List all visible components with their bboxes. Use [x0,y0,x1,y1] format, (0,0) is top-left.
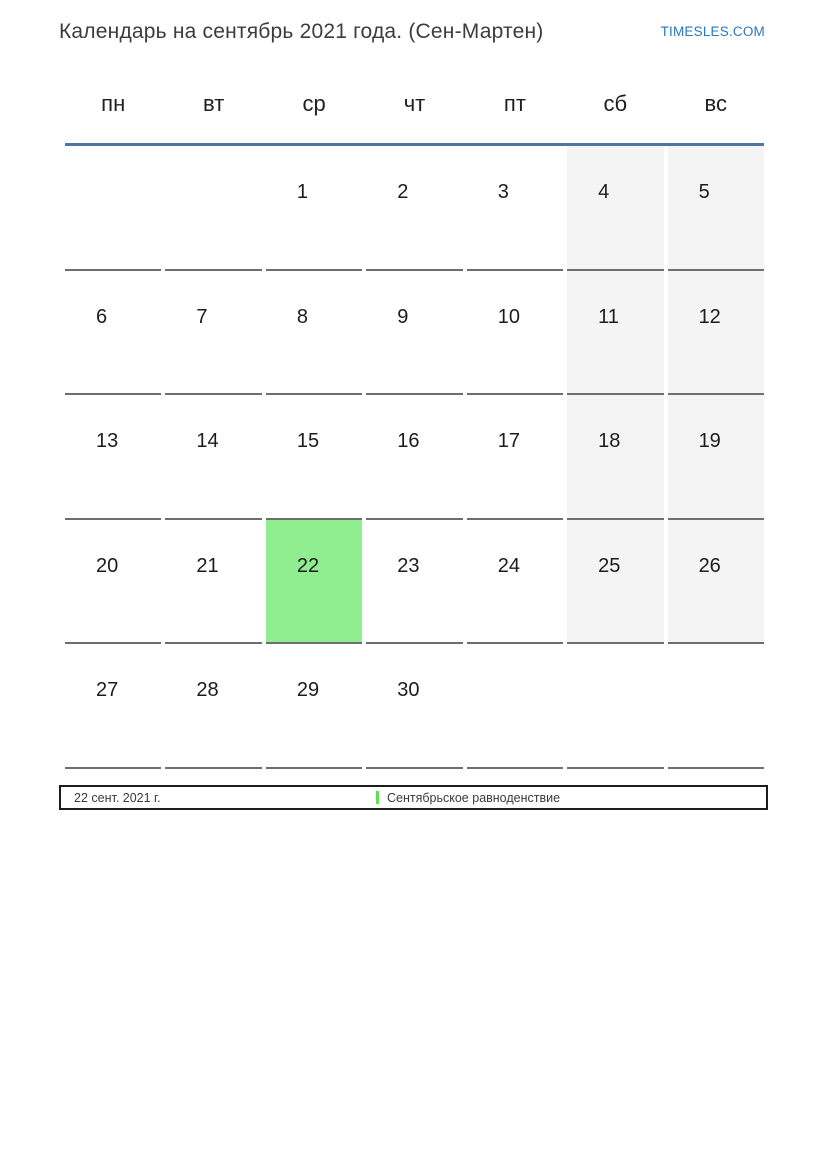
day-cell-22 [266,520,362,645]
weekday-label-6: сб [603,91,628,116]
day-cell-7 [165,271,261,396]
empty-cell [165,146,261,271]
day-number: 15 [296,430,320,453]
day-cell-10 [467,271,563,396]
calendar-table [65,82,764,769]
legend-event [376,787,560,808]
day-cell-3 [467,146,563,271]
day-number: 29 [296,679,320,702]
day-number: 17 [497,430,520,453]
day-number: 30 [397,679,420,702]
weekday-header-row [65,82,764,146]
day-number: 9 [397,305,409,328]
day-number: 21 [196,554,219,577]
site-link[interactable]: TIMESLES.COM [660,24,765,39]
empty-cell [467,644,563,769]
legend-date: 22 сент. 2021 г. [74,790,161,805]
day-number: 26 [698,554,721,577]
weekday-label-2: вт [202,91,225,116]
legend-event-label: Сентябрьское равноденствие [387,790,561,805]
day-number: 28 [196,679,219,702]
weekday-label-7: вс [704,91,727,116]
day-cell-21 [165,520,261,645]
day-cell-1 [266,146,362,271]
day-cell-23 [366,520,462,645]
day-number: 24 [497,554,520,577]
day-cell-4 [567,146,663,271]
day-cell-12 [668,271,764,396]
day-cell-6 [65,271,161,396]
day-cell-29 [266,644,362,769]
day-cell-18 [567,395,663,520]
day-number: 23 [397,554,420,577]
weekday-label-3: ср [302,91,326,116]
day-number: 19 [698,430,721,453]
day-cell-26 [668,520,764,645]
day-cell-30 [366,644,462,769]
day-number: 3 [497,181,509,203]
day-number: 27 [96,679,119,702]
weekday-label-5: пт [503,91,526,116]
day-number: 25 [598,554,621,577]
day-cell-17 [467,395,563,520]
page-title: Календарь на сентябрь 2021 года. (Сен-Мартен) [59,20,544,43]
day-number: 14 [196,430,219,453]
day-number: 1 [296,181,308,203]
day-number: 6 [96,305,108,328]
day-number: 11 [598,305,619,328]
day-number: 18 [598,430,621,453]
day-number: 10 [497,305,520,328]
day-cell-25 [567,520,663,645]
day-number: 22 [296,554,320,577]
day-number: 2 [397,181,409,203]
day-number: 5 [698,181,710,203]
day-number: 8 [296,305,308,328]
day-cell-8 [266,271,362,396]
day-cell-24 [467,520,563,645]
empty-cell [65,146,161,271]
day-number: 20 [96,554,119,577]
day-number: 7 [196,305,208,328]
day-cell-2 [366,146,462,271]
day-number: 12 [698,305,721,328]
day-cell-9 [366,271,462,396]
day-cell-20 [65,520,161,645]
day-cell-28 [165,644,261,769]
day-number: 16 [397,430,420,453]
day-cell-5 [668,146,764,271]
legend-box [59,785,768,810]
day-number: 13 [96,430,119,453]
empty-cell [567,644,663,769]
day-cell-13 [65,395,161,520]
event-marker-icon [376,791,379,804]
weekday-label-1: пн [101,91,126,116]
day-cell-27 [65,644,161,769]
day-grid [65,146,764,769]
day-cell-15 [266,395,362,520]
day-cell-11 [567,271,663,396]
day-cell-14 [165,395,261,520]
day-cell-16 [366,395,462,520]
day-cell-19 [668,395,764,520]
weekday-label-4: чт [403,91,426,116]
empty-cell [668,644,764,769]
day-number: 4 [598,181,610,203]
